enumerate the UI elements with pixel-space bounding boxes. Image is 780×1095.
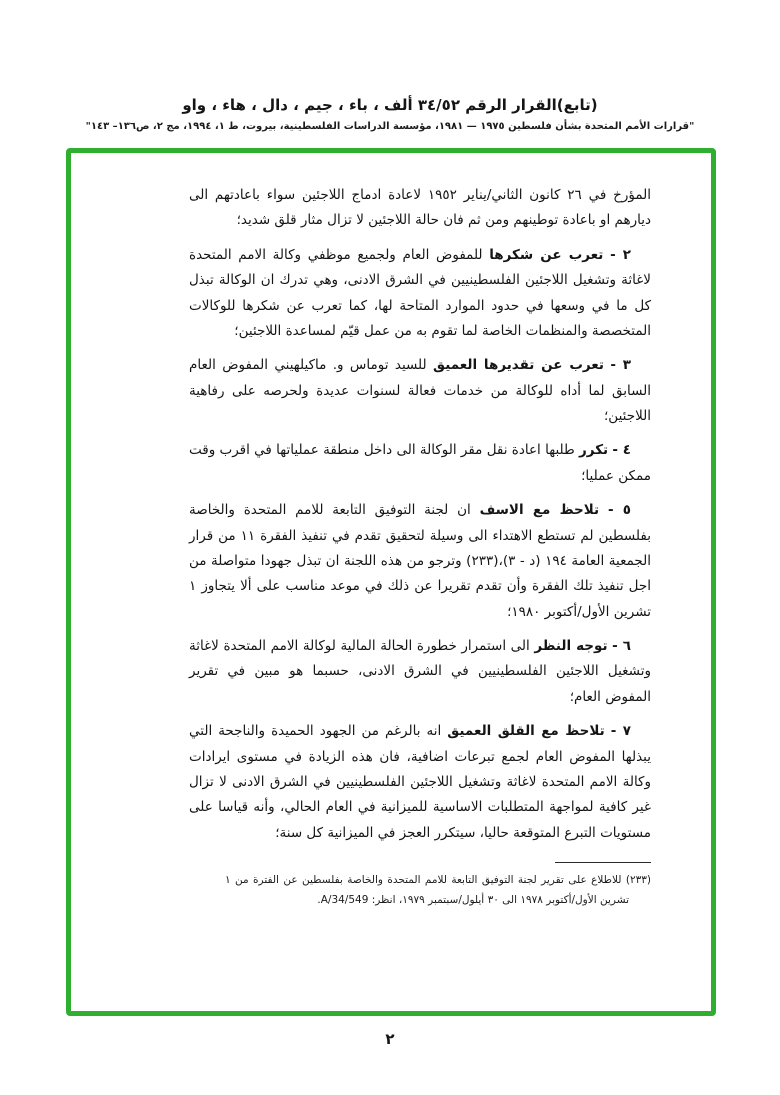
paragraph [189, 438, 651, 489]
paragraph-text: ان لجنة التوفيق التابعة للامم المتحدة والخاصة بفلسطين لم تستطع الاهتداء الى وسيلة لتحقيق تقدم في تنفيذ الفقرة ١١ من قرار الجمعية العامة ١٩٤ (د - ٣)،(٢٣٣) وترجو من هذه اللجنة ان تبذل جهودا متواصلة من اجل تنفيذ تلك الفقرة وأن تقدم تقريرا عن ذلك في موعد مناسب على ألا يتجاوز ١ تشرين الأول/أكتوبر ١٩٨٠؛ [189, 502, 652, 620]
paragraph-text: للمفوض العام ولجميع موظفي وكالة الامم المتحدة لاغاثة وتشغيل اللاجئين الفلسطينيين في الشرق الادنى، وهي تدرك ان الوكالة تبذل كل ما في وسعها في حدود الموارد المتاحة لها، كما تعرب عن شكرها للوكالات المتخصصة والمنظمات الخاصة لما تقوم به من عمل قيّم لمساعدة اللاجئين؛ [189, 246, 651, 339]
paragraph-number: ٣ - [610, 357, 632, 374]
paragraph [189, 243, 651, 345]
paragraph-text: طلبها اعادة نقل مقر الوكالة الى داخل منطقة عملياتها في اقرب وقت ممكن عمليا؛ [189, 442, 651, 484]
footnote-body: للاطلاع على تقرير لجنة التوفيق التابعة للامم المتحدة والخاصة بفلسطين عن الفترة من ١ تشرين الأول/أكتوبر ١٩٧٨ الى ٣٠ أيلول/سبتمبر ١٩٧٩، انظر: A/34/549. [225, 874, 629, 907]
paragraph-number: ٤ - [612, 442, 631, 459]
paragraph-lead: تلاحظ مع القلق العميق [447, 723, 605, 740]
header-source: "قرارات الأمم المتحدة بشأن فلسطين ١٩٧٥ — ١٩٨١، مؤسسة الدراسات الفلسطينية، بيروت، ط ١، ١٩٩٤، مج ٢، ص١٣٦– ١٤٣" [85, 121, 695, 132]
paragraph [189, 498, 651, 625]
paragraph [189, 719, 651, 846]
paragraph-lead: تلاحظ مع الاسف [479, 502, 600, 519]
paragraph [189, 634, 651, 710]
page-header [0, 96, 780, 132]
header-title: (تابع)القرار الرقم ٣٤/٥٢ ألف ، باء ، جيم ، دال ، هاء ، واو [182, 96, 598, 114]
paragraph-text: للسيد توماس و. ماكيلهيني المفوض العام السابق لما أداه للوكالة من خدمات فعالة لسنوات عديدة ولحرصه على رفاهية اللاجئين؛ [189, 357, 651, 424]
paragraph-lead: توجه النظر [534, 638, 608, 654]
footnote [189, 862, 651, 911]
paragraph-lead: تكرر [579, 442, 609, 459]
paragraph-number: ٢ - [610, 246, 632, 263]
paragraph-text: انه بالرغم من الجهود الحميدة والناجحة التي يبذلها المفوض العام لجمع تبرعات اضافية، فان هذه الزيادة في مستوى ايرادات وكالة الامم المتحدة لاغاثة وتشغيل اللاجئين الفلسطينيين في الشرق الادنى لا تزال غير كافية لمواجهة المتطلبات الاساسية للميزانية في العام الحالي، وأنه قياسا على مستويات التبرع المتوقعة حاليا، سيتكرر العجز في الميزانية كل سنة؛ [189, 723, 651, 841]
paragraph-number: ٥ - [607, 502, 631, 519]
paragraph-number: ٧ - [610, 723, 632, 740]
footnote-separator-rule [555, 862, 651, 863]
paragraph [189, 183, 651, 234]
paragraph-lead: تعرب عن شكرها [489, 246, 604, 263]
paragraph-lead: تعرب عن تقديرها العميق [433, 357, 604, 374]
paragraph-text: الى استمرار خطورة الحالة المالية لوكالة الامم المتحدة لاغاثة وتشغيل اللاجئين الفلسطينيين في الشرق الادنى، حسبما هو مبين في تقرير المفوض العام؛ [189, 638, 651, 705]
footnote-text [225, 870, 651, 911]
page-number: ٢ [385, 1030, 395, 1048]
paragraph [189, 353, 651, 429]
paragraph-text: المؤرخ في ٢٦ كانون الثاني/يناير ١٩٥٢ لاعادة ادماج اللاجئين سواء باعادتهم الى ديارهم او باعادة توطينهم ومن ثم فان حالة اللاجئين لا تزال مثار قلق شديد؛ [189, 187, 651, 229]
green-frame [66, 148, 716, 1016]
resolution-text [189, 183, 651, 911]
footnote-marker: (٢٣٣) [625, 874, 651, 886]
paragraph-number: ٦ - [612, 638, 632, 654]
